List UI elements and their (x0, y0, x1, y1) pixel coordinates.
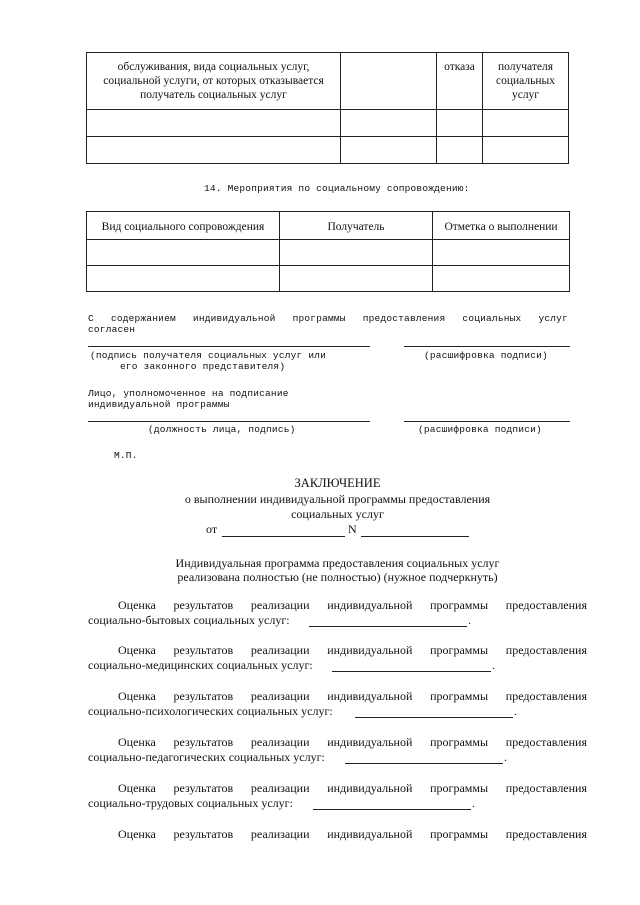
evaluation-3-field (355, 717, 513, 718)
support-header-recipient: Получатель (327, 221, 385, 233)
evaluation-4-field (345, 763, 503, 764)
conclusion-subtitle-a: о выполнении индивидуальной программы предоставления (184, 492, 491, 506)
evaluation-4-line1: Оценка результатов реализации индивидуальной программы предоставления (118, 735, 587, 749)
sign2-caption: (должность лица, подпись) (148, 424, 296, 435)
date-from-label: от (206, 522, 218, 536)
consent-line2: согласен (88, 324, 136, 335)
support-header-type: Вид социального сопровождения (101, 221, 265, 233)
conclusion-title: ЗАКЛЮЧЕНИЕ (294, 476, 381, 490)
evaluation-3-line1: Оценка результатов реализации индивидуальной программы предоставления (118, 689, 587, 703)
evaluation-6-line1: Оценка результатов реализации индивидуальной программы предоставления (118, 827, 587, 841)
evaluation-2-line1: Оценка результатов реализации индивидуальной программы предоставления (118, 643, 587, 657)
sign1-caption-a: (подпись получателя социальных услуг или (90, 350, 327, 361)
evaluation-4-label: социально-педагогических социальных услуг: (88, 750, 325, 764)
refusal-table-cell (483, 53, 569, 110)
number-field-line (361, 536, 469, 537)
program-status-b: реализована полностью (не полностью) (нужное подчеркнуть) (177, 570, 498, 584)
refusal-col3-text: отказа (444, 61, 475, 73)
support-header-cell (433, 212, 570, 240)
authorized-line-b: индивидуальной программы (88, 399, 230, 410)
evaluation-1-line1: Оценка результатов реализации индивидуальной программы предоставления (118, 598, 587, 612)
evaluation-1-label: социально-бытовых социальных услуг: (88, 613, 290, 627)
signature-line-authorized (88, 421, 370, 422)
stamp-placeholder: М.П. (114, 450, 138, 461)
evaluation-2-field (332, 671, 491, 672)
support-header-mark: Отметка о выполнении (444, 221, 558, 233)
support-table (86, 211, 570, 292)
section-14-title: 14. Мероприятия по социальному сопровождению: (204, 183, 470, 194)
evaluation-5-label: социально-трудовых социальных услуг: (88, 796, 293, 810)
refusal-col1-text: обслуживания, вида социальных услуг, социальной услуги, от которых отказывается получатель социальных услуг (103, 61, 324, 101)
decode2-caption: (расшифровка подписи) (418, 424, 542, 435)
conclusion-subtitle-b: социальных услуг (291, 507, 384, 521)
consent-line1: С содержанием индивидуальной программы предоставления социальных услуг (88, 313, 568, 324)
number-label: N (348, 522, 357, 536)
evaluation-3-label: социально-психологических социальных услуг: (88, 704, 333, 718)
evaluation-5-line1: Оценка результатов реализации индивидуальной программы предоставления (118, 781, 587, 795)
refusal-table-cell (87, 53, 341, 110)
refusal-table-cell (437, 53, 483, 110)
support-header-cell (87, 212, 280, 240)
date-field-line (222, 536, 345, 537)
evaluation-5-field (313, 809, 471, 810)
refusal-table-cell (341, 53, 437, 110)
decode1-caption: (расшифровка подписи) (424, 350, 548, 361)
refusal-table (86, 52, 569, 164)
program-status-a: Индивидуальная программа предоставления социальных услуг (175, 556, 500, 570)
authorized-line-a: Лицо, уполномоченное на подписание (88, 388, 289, 399)
decode-line-recipient (404, 346, 570, 347)
decode-line-authorized (404, 421, 570, 422)
evaluation-1-field (309, 626, 467, 627)
signature-line-recipient (88, 346, 370, 347)
sign1-caption-b: его законного представителя) (120, 361, 286, 372)
refusal-col4-text: получателя социальных услуг (496, 61, 555, 101)
support-header-cell (280, 212, 433, 240)
evaluation-2-label: социально-медицинских социальных услуг: (88, 658, 313, 672)
